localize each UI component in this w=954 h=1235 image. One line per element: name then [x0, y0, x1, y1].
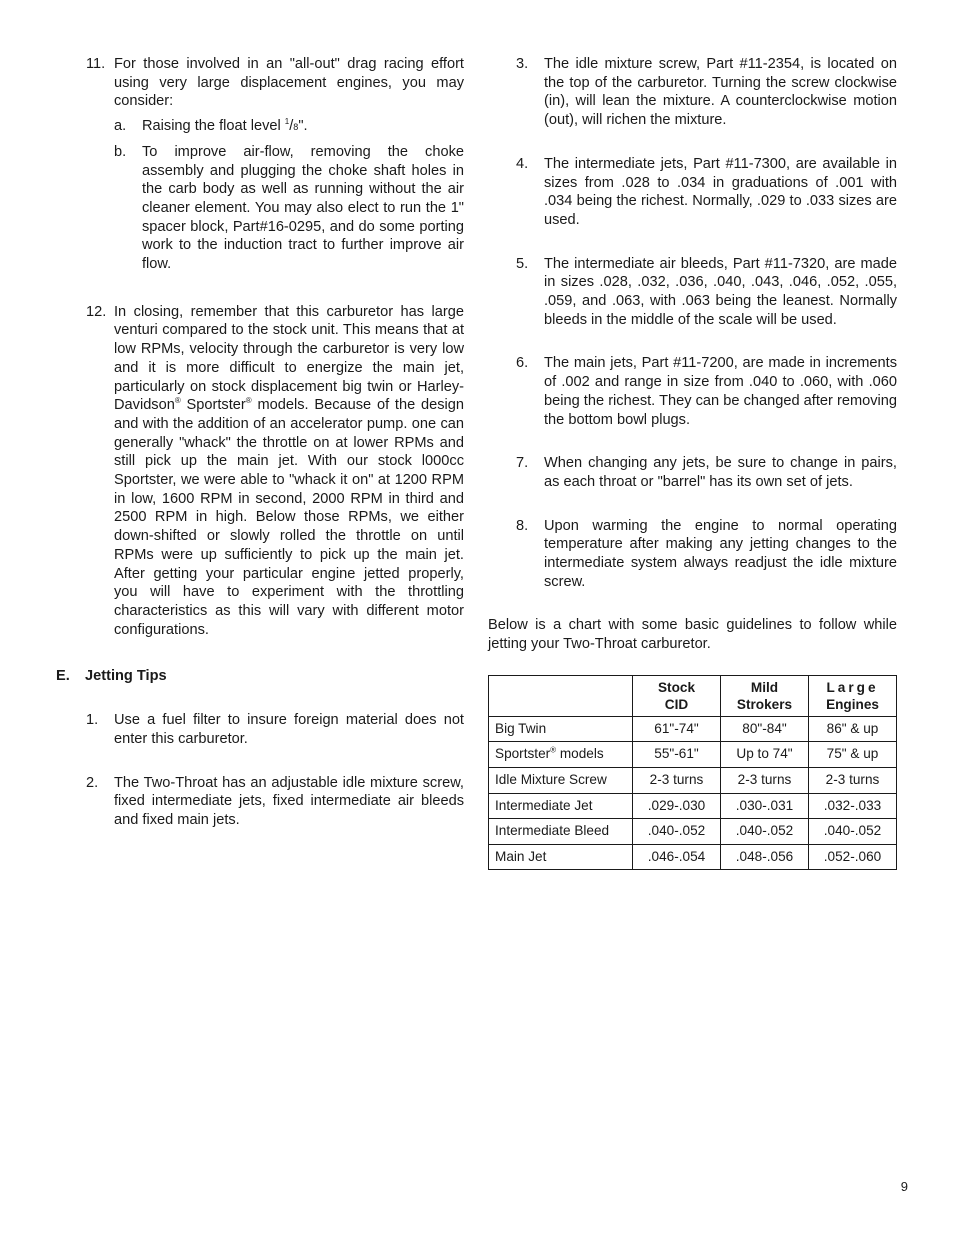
item-text: The intermediate air bleeds, Part #11-7320, are made in sizes .028, .032, .036, .040, .043, .046, .052, .055, .059, and .063, with .063 being the leanest. Normally bleeds in the middle of the scale will be used.: [544, 255, 897, 328]
spacer: [56, 274, 464, 303]
sub-item-label: b.: [114, 143, 127, 160]
row-label: Main Jet: [489, 844, 633, 870]
sub-item-text: To improve air-flow, removing the choke assembly and plugging the choke shaft holes in the carb body as well as running without the air cleaner element. You may also elect to run the 1" spacer block, Part#16-0295, and do some porting work to the induction tract to further improve air flow.: [142, 143, 464, 273]
table-cell: .046-.054: [633, 844, 721, 870]
spacer: [56, 749, 464, 774]
item-text: In closing, remember that this carburetor has large venturi compared to the stock unit. This means that at low RPMs, velocity through the carburetor is very low and it is more difficult to energize the main jet, particularly on stock displacement big twin or Harley-Davidson: [114, 303, 464, 414]
section-title: Jetting Tips: [85, 668, 167, 685]
section-label: E.: [56, 668, 70, 685]
spacer: [488, 329, 897, 354]
row-label: Intermediate Bleed: [489, 819, 633, 845]
item-text: When changing any jets, be sure to change in pairs, as each throat or "barrel" has its own set of jets.: [544, 455, 897, 490]
table-row: [489, 716, 897, 742]
table-corner-cell: [489, 675, 633, 716]
list-item-tip-7: [488, 454, 897, 491]
table-cell: 61"-74": [633, 716, 721, 742]
table-cell: .040-.052: [721, 819, 809, 845]
item-number: 11.: [86, 56, 106, 72]
spacer: [488, 429, 897, 454]
spacer: [488, 591, 897, 616]
table-row: [489, 844, 897, 870]
item-number: 3.: [516, 56, 529, 72]
list-item-11: [56, 55, 464, 274]
list-item-tip-1: [56, 711, 464, 748]
item-text: The intermediate jets, Part #11-7300, are available in sizes from .028 to .034 in graduations of .001 with .034 being the richest. Normally, .029 to .033 sizes are used.: [544, 155, 897, 228]
row-label: Intermediate Jet: [489, 793, 633, 819]
table-cell: .052-.060: [809, 844, 897, 870]
spacer: [488, 492, 897, 517]
table-cell: 55"-61": [633, 742, 721, 768]
item-text: The main jets, Part #11-7200, are made in increments of .002 and range in size from .040 to .060, with .060 being the richest. They can be changed after removing the bottom bowl plugs.: [544, 355, 897, 428]
registered-mark: ®: [174, 396, 181, 406]
table-cell: 2-3 turns: [633, 768, 721, 794]
table-row: [489, 793, 897, 819]
table-cell: Up to 74": [721, 742, 809, 768]
item-number: 4.: [516, 155, 529, 172]
column-header-large: Large Engines: [809, 675, 897, 716]
table-cell: .048-.056: [721, 844, 809, 870]
row-label: Big Twin: [489, 716, 633, 742]
table-cell: 75" & up: [809, 742, 897, 768]
fraction-denominator: 8: [293, 122, 299, 133]
item-text: Use a fuel filter to insure foreign material does not enter this carburetor.: [114, 712, 464, 747]
item-number: 7.: [516, 455, 529, 472]
list-item-12: [56, 303, 464, 640]
item-number: 1.: [86, 712, 99, 729]
item-number: 6.: [516, 355, 529, 372]
list-item-tip-3: [488, 55, 897, 130]
list-item-tip-8: [488, 517, 897, 592]
item-text: The Two-Throat has an adjustable idle mixture screw, fixed intermediate jets, fixed intermediate air bleeds and fixed main jets.: [114, 774, 464, 828]
item-number: 12.: [86, 303, 107, 320]
table-cell: .029-.030: [633, 793, 721, 819]
fraction-numerator: 1: [284, 117, 290, 127]
column-header-stock: Stock CID: [633, 675, 721, 716]
table-cell: 2-3 turns: [721, 768, 809, 794]
table-header-row: [489, 675, 897, 716]
table-intro: Below is a chart with some basic guidelines to follow while jetting your Two-Throat carburetor.: [488, 617, 897, 653]
item-text: The idle mixture screw, Part #11-2354, is located on the top of the carburetor. Turning the screw clockwise (in), will lean the mixture. A counterclockwise motion (out), will richen the mixture.: [544, 56, 897, 129]
table-cell: .040-.052: [809, 819, 897, 845]
list-item-tip-5: [488, 255, 897, 330]
table-row: [489, 742, 897, 768]
section-heading: [56, 667, 464, 686]
left-column: [56, 55, 464, 830]
table-cell: .040-.052: [633, 819, 721, 845]
sub-item-b: [114, 143, 464, 274]
sub-item-a: [114, 117, 464, 137]
item-text: Sportster: [180, 397, 246, 414]
page-number: 9: [900, 1179, 908, 1194]
table-cell: 86" & up: [809, 716, 897, 742]
list-item-tip-6: [488, 354, 897, 429]
item-number: 5.: [516, 255, 529, 272]
registered-mark: ®: [550, 745, 557, 755]
column-header-mild: Mild Strokers: [721, 675, 809, 716]
item-text: Upon warming the engine to normal operating temperature after making any jetting changes to the intermediate system always readjust the idle mixture screw.: [544, 517, 897, 590]
item-number: 2.: [86, 774, 99, 791]
table-cell: .032-.033: [809, 793, 897, 819]
sub-item-suffix: ".: [298, 118, 308, 135]
row-label: Idle Mixture Screw: [489, 768, 633, 794]
list-item-tip-4: [488, 155, 897, 230]
item-text: For those involved in an "all-out" drag racing effort using very large displacement engines, you may consider:: [114, 56, 464, 110]
fraction-slash: /: [289, 118, 294, 135]
row-label: Sportster® models: [489, 742, 633, 768]
table-row: [489, 768, 897, 794]
sub-item-label: a.: [114, 118, 127, 135]
table-cell: 80"-84": [721, 716, 809, 742]
sub-item-text: Raising the float level: [142, 118, 285, 135]
right-column: [488, 55, 897, 870]
item-text: models. Because of the design and with the addition of an accelerator pump. one can generally "whack" the throttle on at lower RPMs and still pick up the main jet. With our stock l000cc Sportster, we were able to "whack it on" at 1200 RPM in low, 1600 RPM in second, 2000 RPM in third and 2500 RPM in high. Below those RPMs, we either down-shifted or slowly rolled the throttle on until RPMs were up sufficiently to pick up the main jet. After getting your particular engine jetted properly, you will have to experiment with the throttling characteristics as this will vary with different motor configurations.: [114, 397, 464, 638]
item-number: 8.: [516, 517, 529, 534]
spacer: [488, 230, 897, 255]
registered-mark: ®: [245, 396, 252, 406]
table-row: [489, 819, 897, 845]
list-item-tip-2: [56, 774, 464, 830]
jetting-guidelines-table: [488, 675, 897, 871]
spacer: [488, 130, 897, 155]
spacer: [56, 686, 464, 711]
table-cell: .030-.031: [721, 793, 809, 819]
spacer: [56, 639, 464, 667]
table-cell: 2-3 turns: [809, 768, 897, 794]
